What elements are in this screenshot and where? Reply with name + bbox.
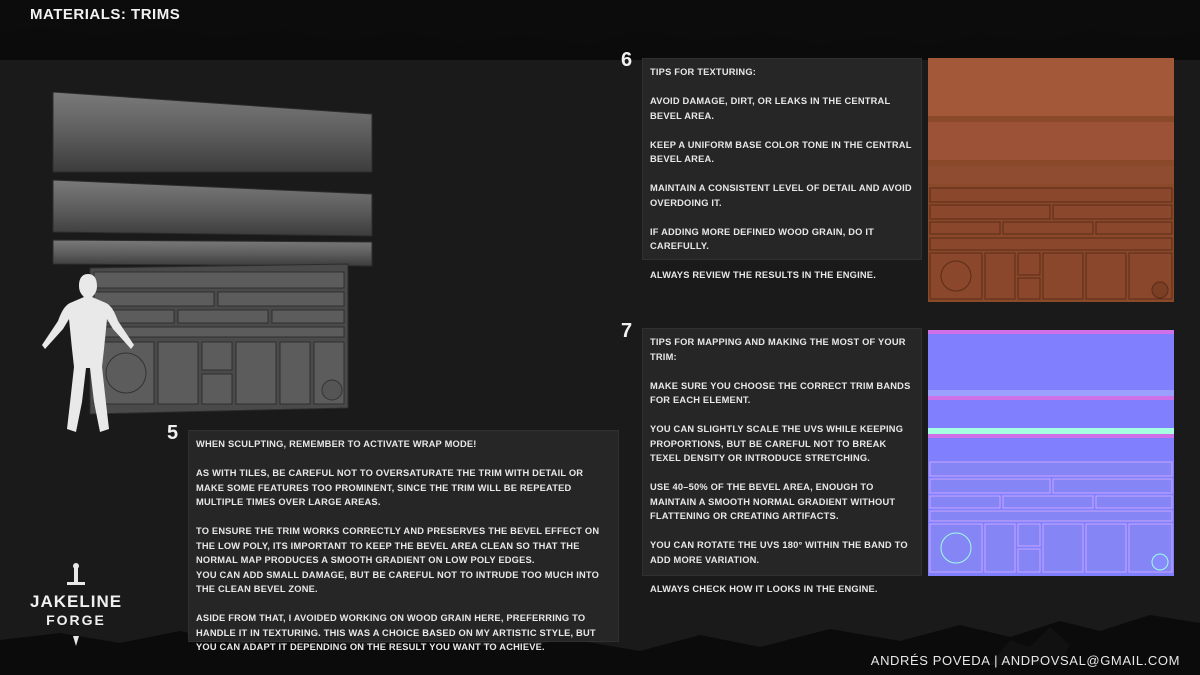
tip-text: USE 40–50% OF THE BEVEL AREA, ENOUGH TO MAINTAIN A SMOOTH NORMAL GRADIENT WITHOUT FLATTENING OR CREATING ARTIFACTS.	[650, 482, 896, 521]
wood-trim-render	[928, 58, 1174, 302]
author-credit: ANDRÉS POVEDA | ANDPOVSAL@GMAIL.COM	[870, 653, 1180, 668]
step-number: 7	[621, 320, 633, 342]
tip-text: YOU CAN ROTATE THE UVS 180° WITHIN THE BAND TO ADD MORE VARIATION.	[650, 540, 908, 565]
page-title: MATERIALS: TRIMS	[30, 6, 181, 23]
tip-text: ASIDE FROM THAT, I AVOIDED WORKING ON WOOD GRAIN HERE, PREFERRING TO HANDLE IT IN TEXTURING. THIS WAS A CHOICE BASED ON MY ARTISTIC STYLE, BUT YOU CAN ADAPT IT DEPENDING ON THE RESULT YOU WANT TO ACHIEVE.	[196, 613, 596, 652]
normal-map-render	[928, 330, 1174, 576]
tip-text: TIPS FOR MAPPING AND MAKING THE MOST OF YOUR TRIM:	[650, 337, 906, 362]
mapping-tips-panel	[642, 328, 922, 594]
tip-text: YOU CAN SLIGHTLY SCALE THE UVS WHILE KEEPING PROPORTIONS, BUT BE CAREFUL NOT TO BREAK TEXEL DENSITY OR INTRODUCE STRETCHING.	[650, 424, 904, 463]
tip-text: KEEP A UNIFORM BASE COLOR TONE IN THE CENTRAL BEVEL AREA.	[650, 139, 912, 164]
tip-text: TIPS FOR TEXTURING:	[650, 67, 757, 77]
tip-text: ALWAYS CHECK HOW IT LOOKS IN THE ENGINE.	[650, 583, 878, 594]
step-number: 6	[621, 49, 633, 71]
tip-text: TO ENSURE THE TRIM WORKS CORRECTLY AND PRESERVES THE BEVEL EFFECT ON THE LOW POLY, ITS IMPORTANT TO KEEP THE BEVEL AREA CLEAN SO THAT THE NORMAL MAP PRODUCES A SMOOTH GRADIENT ON LOW POLY EDGES. YOU CAN ADD SMALL DAMAGE, BUT BE CAREFUL NOT TO INTRUDE TOO MUCH INTO THE CLEAN BEVEL ZONE.	[196, 526, 600, 594]
logo-line1: JAKELINE	[30, 592, 123, 611]
tip-text: ALWAYS REVIEW THE RESULTS IN THE ENGINE.	[650, 270, 876, 280]
step-number: 5	[167, 422, 179, 444]
tip-text: WHEN SCULPTING, REMEMBER TO ACTIVATE WRAP MODE!	[196, 439, 477, 449]
tip-text: AVOID DAMAGE, DIRT, OR LEAKS IN THE CENTRAL BEVEL AREA.	[650, 96, 891, 121]
logo-line2: FORGE	[46, 612, 106, 628]
tip-text: MAKE SURE YOU CHOOSE THE CORRECT TRIM BANDS FOR EACH ELEMENT.	[650, 380, 911, 405]
jakeline-forge-logo	[30, 562, 122, 642]
human-silhouette-icon	[30, 272, 148, 434]
tip-text: AS WITH TILES, BE CAREFUL NOT TO OVERSATURATE THE TRIM WITH DETAIL OR MAKE SOME FEATURES TOO PROMINENT, SINCE THE TRIM WILL BE REPEATED MULTIPLE TIMES OVER LARGE AREAS.	[196, 468, 584, 507]
tip-text: MAINTAIN A CONSISTENT LEVEL OF DETAIL AND AVOID OVERDOING IT.	[650, 183, 912, 208]
tip-text: IF ADDING MORE DEFINED WOOD GRAIN, DO IT CAREFULLY.	[650, 226, 875, 251]
sculpting-tips-panel	[188, 430, 619, 652]
texturing-tips-panel	[642, 58, 922, 280]
